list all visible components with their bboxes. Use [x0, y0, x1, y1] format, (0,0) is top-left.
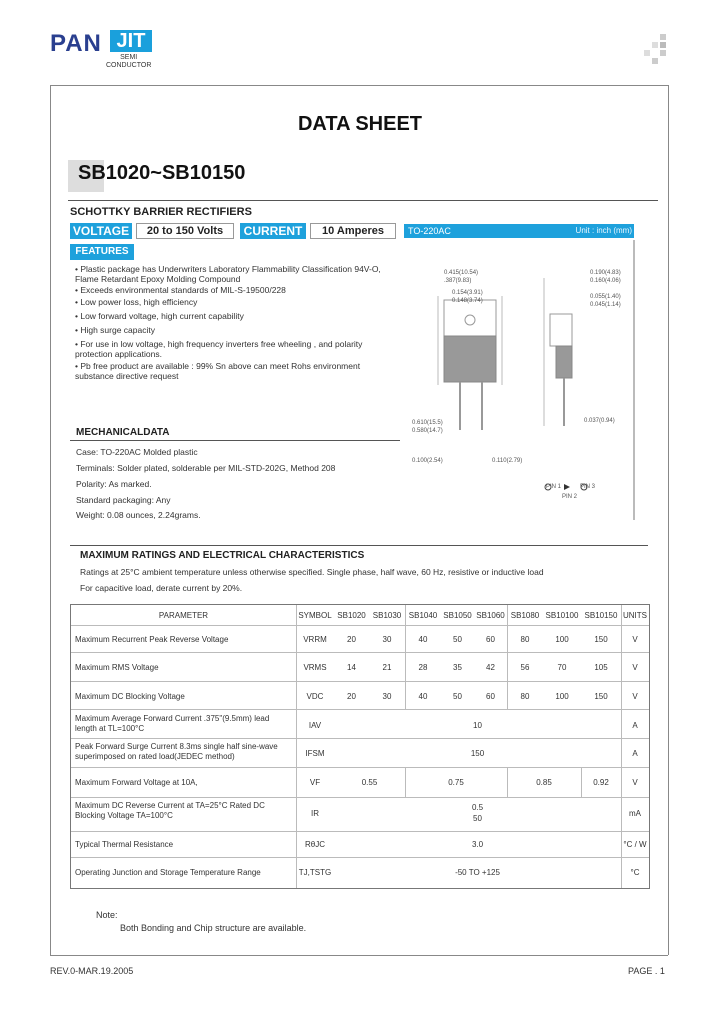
- table-cell: 0.85: [536, 778, 552, 787]
- product-subtitle: SCHOTTKY BARRIER RECTIFIERS: [70, 206, 252, 218]
- table-cell: A: [632, 749, 638, 758]
- table-header: SB1060: [476, 611, 505, 620]
- table-cell: 0.92: [593, 778, 609, 787]
- table-cell: 35: [453, 663, 462, 672]
- table-cell: IAV: [308, 721, 322, 730]
- table-cell: °C / W: [623, 840, 647, 849]
- table-cell: 20: [347, 692, 356, 701]
- table-header: SB1050: [443, 611, 472, 620]
- max-ratings-heading: MAXIMUM RATINGS AND ELECTRICAL CHARACTERISTICS: [80, 550, 365, 561]
- table-cell: 105: [594, 663, 608, 672]
- revision: REV.0-MAR.19.2005: [50, 966, 134, 976]
- table-header: SB1020: [337, 611, 366, 620]
- current-label: CURRENT: [240, 223, 306, 239]
- ratings-rule: [70, 545, 648, 546]
- page-number: PAGE . 1: [628, 966, 665, 976]
- table-header: SB10150: [584, 611, 618, 620]
- table-row: Maximum RMS Voltage: [75, 663, 159, 672]
- logo-pan: PAN: [50, 30, 102, 57]
- table-cell: 0.5: [471, 803, 484, 812]
- dim-label: 0.045(1.14): [590, 302, 621, 308]
- dim-label: .387(9.83): [444, 278, 472, 284]
- list-item: • For use in low voltage, high frequency inverters free wheeling , and polarity protection applications.: [75, 339, 363, 359]
- table-cell: V: [632, 692, 638, 701]
- table-cell: 60: [486, 635, 495, 644]
- logo-jit: JIT: [110, 30, 152, 52]
- list-item: • Low power loss, high efficiency: [75, 297, 198, 307]
- dim-label: 0.160(4.06): [590, 278, 621, 284]
- mechanical-rule: [70, 440, 400, 441]
- table-cell: A: [632, 721, 638, 730]
- dim-label: 0.148(3.74): [452, 298, 483, 304]
- logo-subtitle: SEMI CONDUCTOR: [106, 54, 152, 69]
- table-cell: 150: [594, 635, 608, 644]
- table-cell: 150: [594, 692, 608, 701]
- dim-label: 0.610(15.5): [412, 420, 443, 426]
- table-cell: 56: [520, 663, 530, 672]
- table-cell: 70: [557, 663, 567, 672]
- dim-label: 0.415(10.54): [444, 270, 479, 276]
- current-value: 10 Amperes: [310, 223, 396, 239]
- dim-label: 0.037(0.94): [584, 418, 615, 424]
- voltage-value: 20 to 150 Volts: [136, 223, 234, 239]
- table-cell: VDC: [306, 692, 324, 701]
- table-cell: RθJC: [304, 840, 325, 849]
- table-row: Typical Thermal Resistance: [75, 840, 174, 849]
- table-cell: °C: [630, 868, 640, 877]
- header-rule: [50, 85, 668, 86]
- table-cell: 30: [382, 692, 392, 701]
- table-cell: 0.75: [448, 778, 464, 787]
- table-cell: 80: [520, 692, 530, 701]
- table-cell: 150: [470, 749, 485, 758]
- list-item: • High surge capacity: [75, 325, 155, 335]
- package-unit: Unit : inch (mm): [575, 226, 632, 235]
- frame-right: [668, 85, 669, 955]
- table-cell: 40: [418, 692, 428, 701]
- table-cell: 21: [382, 663, 392, 672]
- table-cell: 60: [486, 692, 495, 701]
- table-row: Maximum DC Blocking Voltage: [75, 692, 185, 701]
- pin-label: PIN 3: [580, 484, 596, 490]
- table-cell: IR: [311, 809, 319, 818]
- table-row: Maximum Average Forward Current .375"(9.5mm) lead length at TL=100°C: [75, 714, 270, 733]
- list-item: • Plastic package has Underwriters Laboratory Flammability Classification 94V-O, Flame Retardant Epoxy Molding Compound: [75, 264, 381, 284]
- table-cell: 14: [347, 663, 356, 672]
- mechanical-item: Weight: 0.08 ounces, 2.24grams.: [76, 510, 201, 520]
- mechanical-item: Terminals: Solder plated, solderable per MIL-STD-202G, Method 208: [76, 463, 336, 473]
- table-row: Maximum DC Reverse Current at TA=25°C Rated DC Blocking Voltage TA=100°C: [75, 801, 265, 820]
- table-cell: 100: [555, 692, 569, 701]
- ratings-note: For capacitive load, derate current by 20%.: [80, 583, 243, 593]
- table-cell: VRMS: [303, 663, 327, 672]
- table-cell: 80: [520, 635, 530, 644]
- table-cell: VF: [309, 778, 321, 787]
- table-header: SB1080: [510, 611, 540, 620]
- frame-left: [50, 85, 51, 955]
- dim-label: 0.100(2.54): [412, 458, 443, 464]
- ratings-table: [70, 604, 650, 889]
- table-header: SB1030: [372, 611, 402, 620]
- table-cell: 50: [453, 635, 462, 644]
- table-row: Maximum Forward Voltage at 10A,: [75, 778, 198, 787]
- feature-list: [75, 264, 400, 381]
- voltage-label: VOLTAGE: [70, 223, 132, 239]
- footer-rule: [50, 955, 668, 956]
- table-header: UNITS: [623, 611, 647, 620]
- table-header: SB10100: [545, 611, 579, 620]
- table-cell: 0.55: [361, 778, 378, 787]
- dim-label: 0.154(3.91): [452, 290, 483, 296]
- table-cell: -50 TO +125: [455, 868, 500, 877]
- features-heading: FEATURES: [70, 244, 134, 260]
- mechanical-heading: MECHANICALDATA: [76, 427, 170, 438]
- table-cell: 10: [473, 721, 482, 730]
- page-title: DATA SHEET: [297, 113, 423, 135]
- package-name: TO-220AC: [408, 226, 451, 236]
- table-header: SYMBOL: [298, 611, 332, 620]
- list-item: • Exceeds environmental standards of MIL-S-19500/228: [75, 285, 286, 295]
- part-number: SB1020~SB10150: [78, 162, 246, 184]
- table-cell: 50: [473, 814, 482, 823]
- table-cell: mA: [629, 809, 641, 818]
- table-cell: 3.0: [471, 840, 484, 849]
- table-cell: 40: [418, 635, 428, 644]
- list-item: • Pb free product are available : 99% Sn above can meet Rohs environment substance directive request: [75, 361, 361, 381]
- dim-label: 0.580(14.7): [412, 428, 443, 434]
- table-cell: 28: [418, 663, 428, 672]
- dim-label: 0.190(4.83): [590, 270, 621, 276]
- table-row: Peak Forward Surge Current 8.3ms single half sine-wave superimposed on rated load(JEDEC method): [75, 742, 278, 761]
- table-cell: 100: [555, 635, 569, 644]
- table-row: Maximum Recurrent Peak Reverse Voltage: [75, 635, 229, 644]
- table-cell: TJ,TSTG: [298, 868, 332, 877]
- table-cell: V: [632, 635, 638, 644]
- mechanical-item: Case: TO-220AC Molded plastic: [76, 447, 198, 457]
- decorative-squares-icon: [636, 34, 672, 70]
- pin-label: PIN 2: [562, 494, 578, 500]
- table-cell: 42: [486, 663, 495, 672]
- table-header: PARAMETER: [158, 611, 209, 620]
- mechanical-item: Polarity: As marked.: [76, 479, 152, 489]
- list-item: • Low forward voltage, high current capability: [75, 311, 244, 321]
- table-cell: 20: [347, 635, 356, 644]
- dim-label: 0.055(1.40): [590, 294, 621, 300]
- table-header: SB1040: [408, 611, 438, 620]
- note-heading: Note:: [96, 910, 118, 920]
- mechanical-item: Standard packaging: Any: [76, 495, 171, 505]
- pin-label: PIN 1: [546, 484, 562, 490]
- table-cell: 30: [382, 635, 392, 644]
- ratings-note: Ratings at 25°C ambient temperature unless otherwise specified. Single phase, half wave, 60 Hz, resistive or inductive load: [80, 567, 544, 577]
- table-cell: V: [632, 778, 638, 787]
- dim-label: 0.110(2.79): [492, 458, 523, 464]
- table-cell: IFSM: [305, 749, 325, 758]
- table-cell: VRRM: [303, 635, 327, 644]
- package-bar: [404, 224, 634, 238]
- table-row: Operating Junction and Storage Temperature Range: [75, 868, 261, 877]
- table-cell: V: [632, 663, 638, 672]
- note-text: Both Bonding and Chip structure are available.: [120, 923, 307, 933]
- table-cell: 50: [453, 692, 462, 701]
- section-rule: [68, 200, 658, 201]
